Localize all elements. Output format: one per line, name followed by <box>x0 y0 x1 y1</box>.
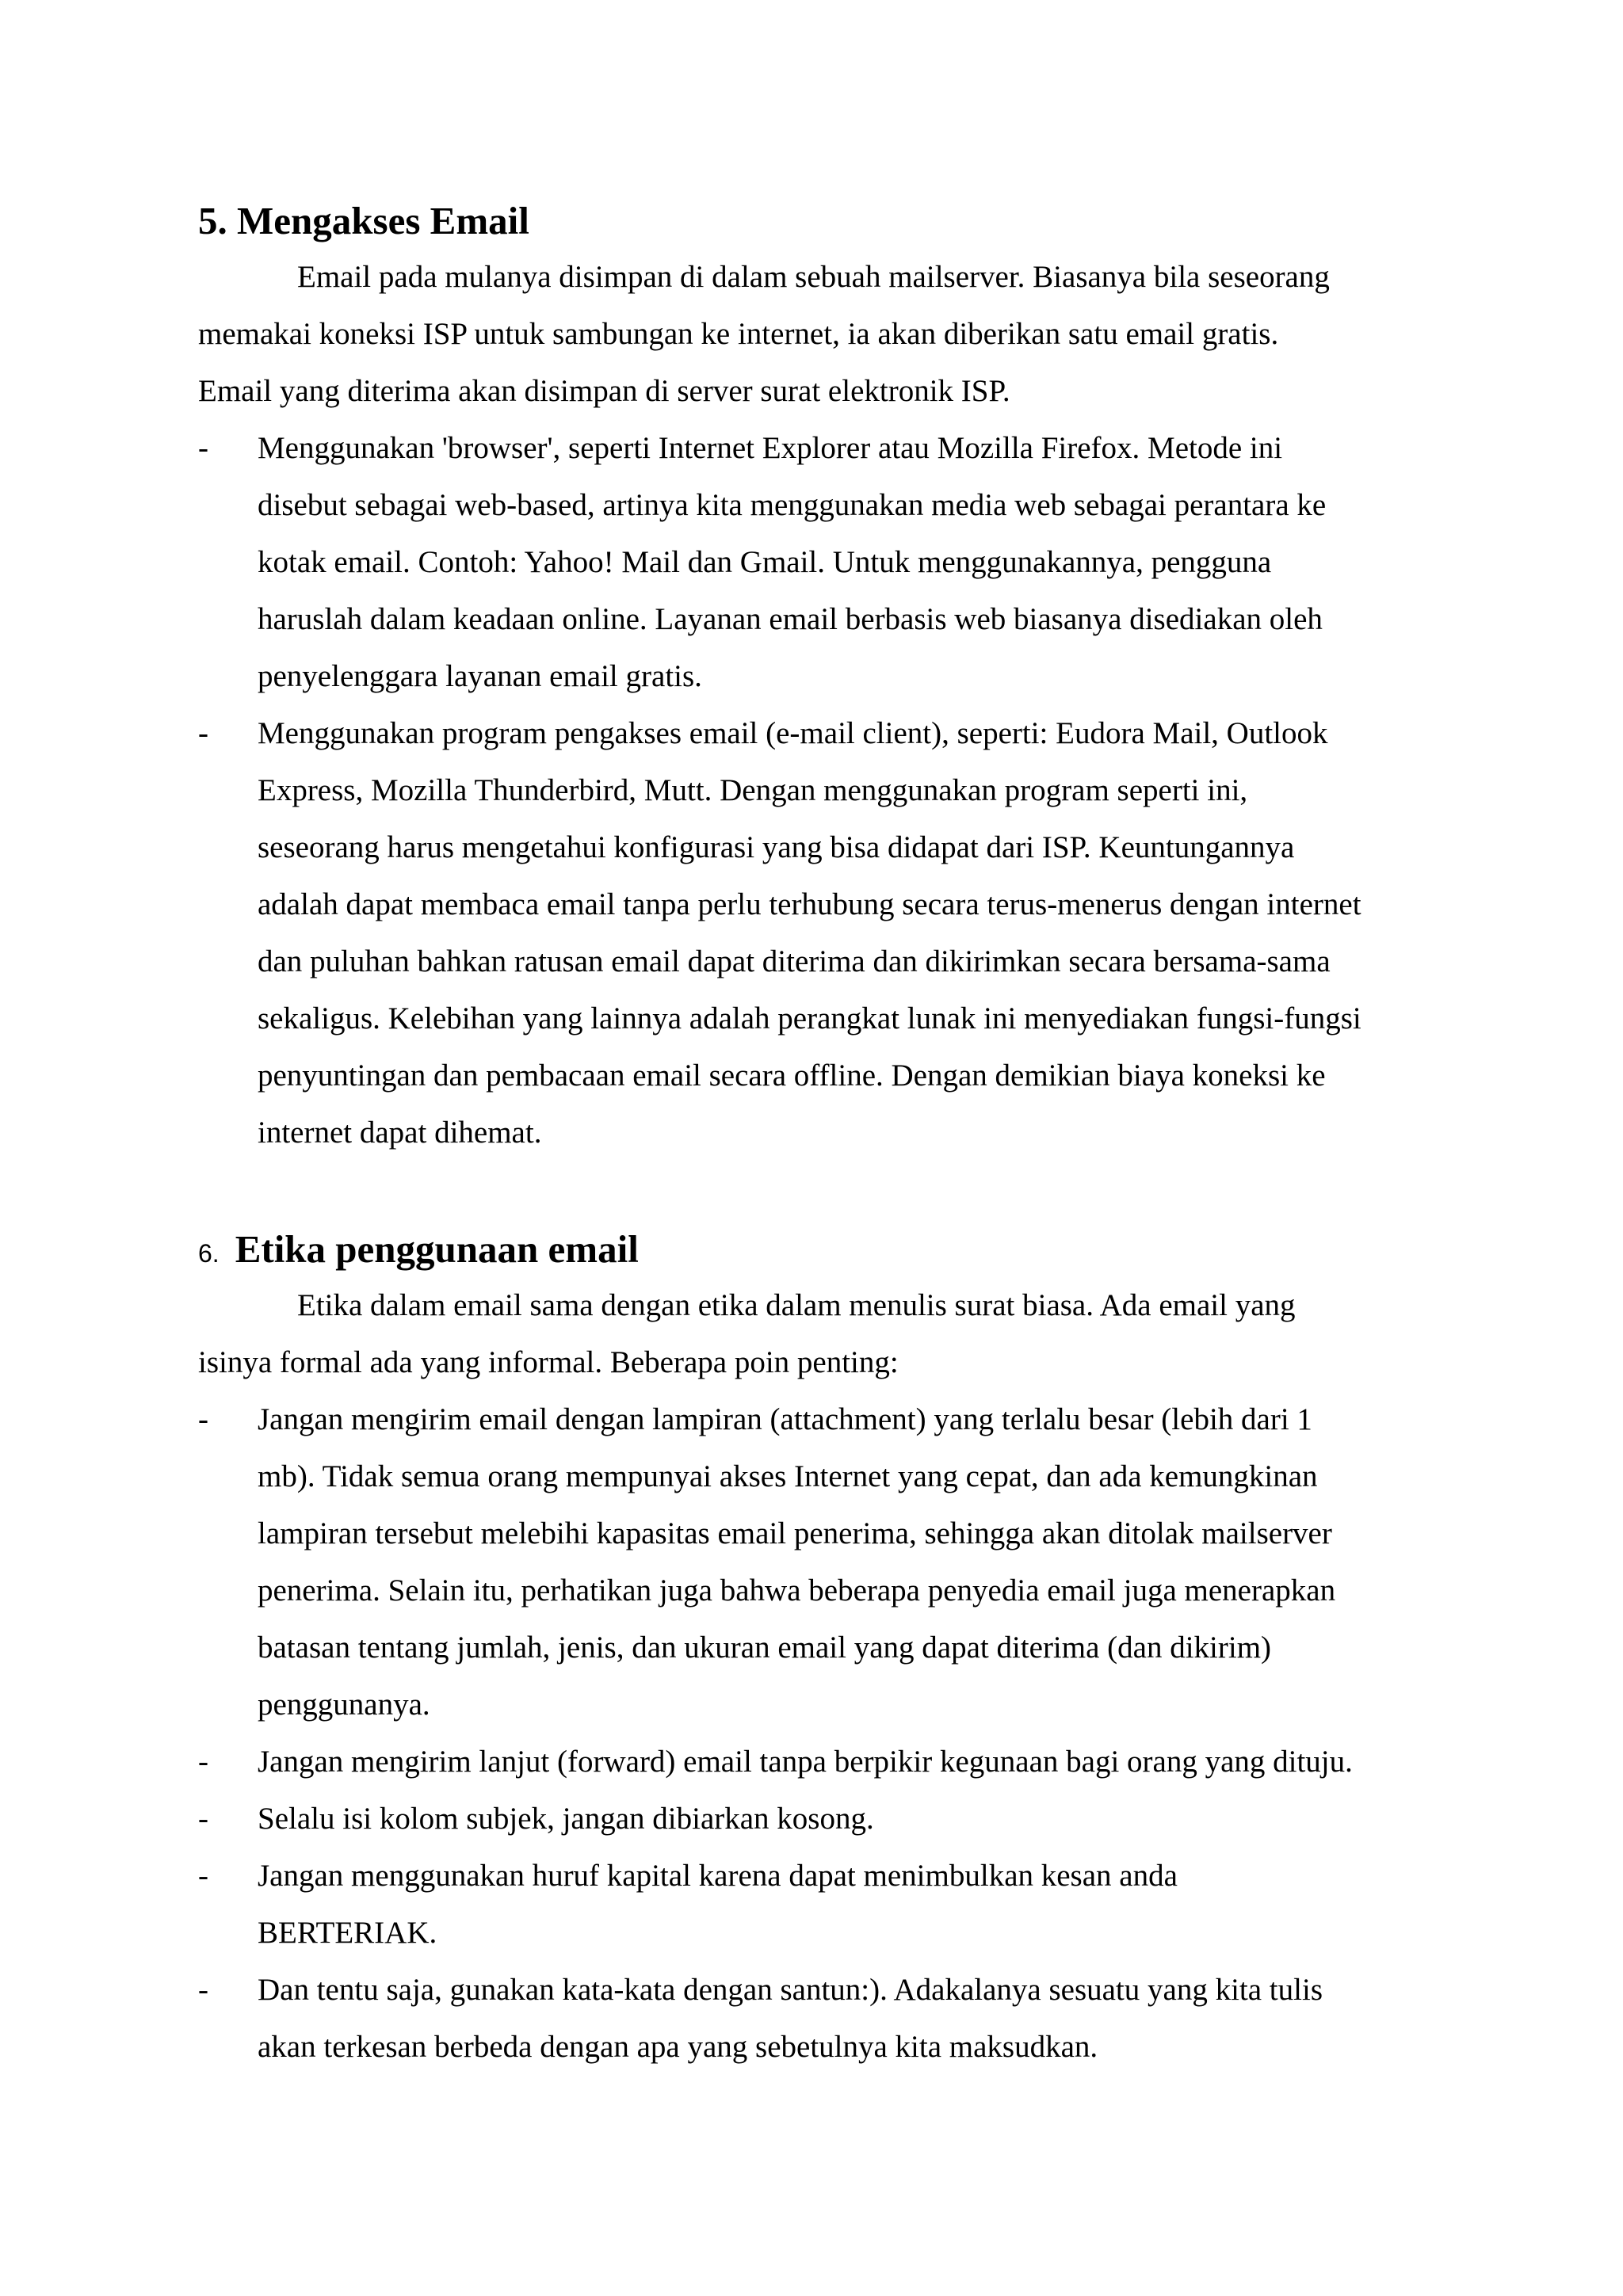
bullet-item <box>198 1791 1450 1848</box>
bullet-line: Menggunakan 'browser', seperti Internet Explorer atau Mozilla Firefox. Metode ini <box>258 431 1283 465</box>
bullet-line: seseorang harus mengetahui konfigurasi yang bisa didapat dari ISP. Keuntungannya <box>258 830 1295 864</box>
bullet-list <box>198 420 1450 1161</box>
bullet-line: haruslah dalam keadaan online. Layanan email berbasis web biasanya disediakan oleh <box>258 602 1323 636</box>
bullet-marker: - <box>198 1859 208 1893</box>
bullet-line: sekaligus. Kelebihan yang lainnya adalah perangkat lunak ini menyediakan fungsi-fungsi <box>258 1001 1361 1035</box>
bullet-line: penyuntingan dan pembacaan email secara offline. Dengan demikian biaya koneksi ke <box>258 1058 1326 1093</box>
section-number: 6. <box>198 1239 220 1268</box>
bullet-line: disebut sebagai web-based, artinya kita menggunakan media web sebagai perantara ke <box>258 488 1327 522</box>
bullet-marker: - <box>198 431 208 465</box>
paragraph-line: Email pada mulanya disimpan di dalam sebuah mailserver. Biasanya bila seseorang <box>297 260 1330 294</box>
paragraph-line: Email yang diterima akan disimpan di server surat elektronik ISP. <box>198 374 1010 408</box>
bullet-line: lampiran tersebut melebihi kapasitas email penerima, sehingga akan ditolak mailserver <box>258 1516 1332 1550</box>
bullet-line: penerima. Selain itu, perhatikan juga bahwa beberapa penyedia email juga menerapkan <box>258 1573 1336 1608</box>
bullet-marker: - <box>198 1802 208 1836</box>
section-title: Mengakses Email <box>237 199 529 242</box>
paragraph-line: memakai koneksi ISP untuk sambungan ke internet, ia akan diberikan satu email gratis. <box>198 317 1279 351</box>
bullet-line: Menggunakan program pengakses email (e-mail client), seperti: Eudora Mail, Outlook <box>258 716 1328 750</box>
bullet-marker: - <box>198 1402 208 1436</box>
bullet-list <box>198 1391 1450 2076</box>
bullet-marker: - <box>198 1973 208 2007</box>
bullet-line: Dan tentu saja, gunakan kata-kata dengan santun:). Adakalanya sesuatu yang kita tulis <box>258 1973 1323 2007</box>
bullet-line: Selalu isi kolom subjek, jangan dibiarkan kosong. <box>258 1802 874 1836</box>
paragraph-line: isinya formal ada yang informal. Beberapa poin penting: <box>198 1345 899 1379</box>
bullet-marker: - <box>198 1745 208 1779</box>
bullet-line: akan terkesan berbeda dengan apa yang sebetulnya kita maksudkan. <box>258 2030 1098 2064</box>
section-intro-paragraph <box>198 249 1450 420</box>
bullet-item <box>198 705 1450 1161</box>
section-intro-paragraph <box>198 1277 1450 1391</box>
section-heading <box>198 1222 1450 1277</box>
bullet-line: internet dapat dihemat. <box>258 1116 542 1150</box>
bullet-line: dan puluhan bahkan ratusan email dapat diterima dan dikirimkan secara bersama-sama <box>258 944 1331 978</box>
section-title: Etika penggunaan email <box>235 1227 639 1271</box>
bullet-line: batasan tentang jumlah, jenis, dan ukuran email yang dapat diterima (dan dikirim) <box>258 1630 1272 1665</box>
bullet-line: Jangan mengirim email dengan lampiran (attachment) yang terlalu besar (lebih dari 1 <box>258 1402 1312 1436</box>
bullet-line: penyelenggara layanan email gratis. <box>258 659 702 693</box>
bullet-line: penggunanya. <box>258 1688 430 1722</box>
bullet-line: mb). Tidak semua orang mempunyai akses Internet yang cepat, dan ada kemungkinan <box>258 1459 1318 1493</box>
bullet-item <box>198 1733 1450 1791</box>
bullet-item <box>198 1848 1450 1962</box>
bullet-line: Express, Mozilla Thunderbird, Mutt. Dengan menggunakan program seperti ini, <box>258 773 1248 807</box>
section-heading <box>198 193 1450 249</box>
section-mengakses-email <box>198 193 1450 1161</box>
bullet-line: BERTERIAK. <box>258 1916 437 1950</box>
bullet-marker: - <box>198 716 208 750</box>
bullet-item <box>198 420 1450 705</box>
paragraph-line: Etika dalam email sama dengan etika dalam menulis surat biasa. Ada email yang <box>297 1288 1296 1322</box>
bullet-line: Jangan menggunakan huruf kapital karena dapat menimbulkan kesan anda <box>258 1859 1178 1893</box>
bullet-line: Jangan mengirim lanjut (forward) email tanpa berpikir kegunaan bagi orang yang dituju. <box>258 1745 1353 1779</box>
bullet-line: adalah dapat membaca email tanpa perlu terhubung secara terus-menerus dengan internet <box>258 887 1361 921</box>
bullet-line: kotak email. Contoh: Yahoo! Mail dan Gmail. Untuk menggunakannya, pengguna <box>258 545 1272 579</box>
bullet-item <box>198 1962 1450 2076</box>
bullet-item <box>198 1391 1450 1733</box>
section-etika-penggunaan-email <box>198 1222 1450 2076</box>
section-number: 5. <box>198 199 227 242</box>
